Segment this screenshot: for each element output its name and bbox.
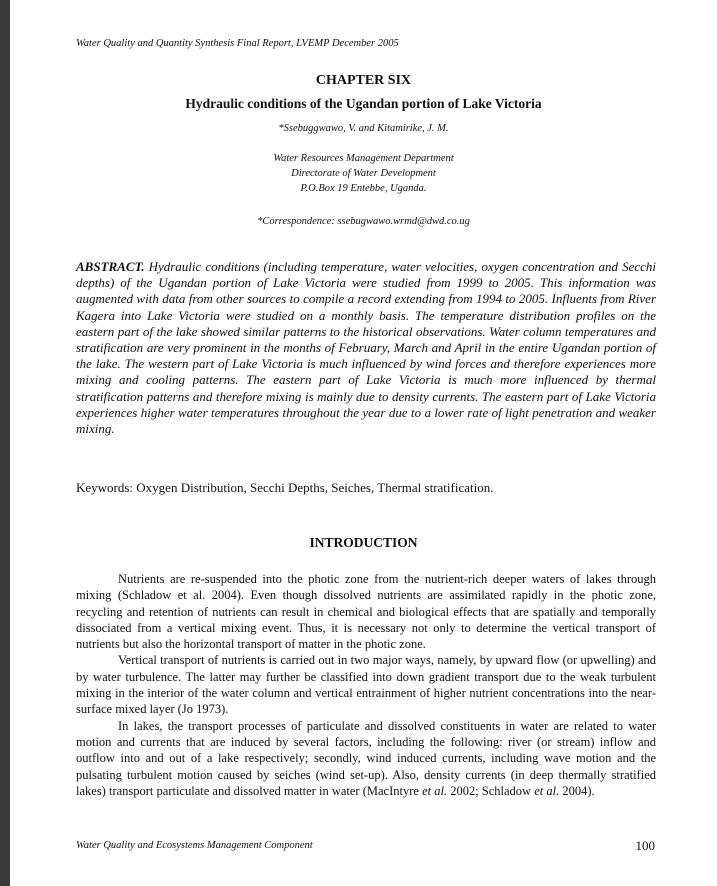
- introduction-body: [76, 571, 656, 799]
- running-footer: Water Quality and Ecosystems Management Component: [76, 840, 313, 851]
- document-page: [10, 0, 717, 886]
- et-al-2: et al.: [534, 783, 560, 798]
- abstract-text: Hydraulic conditions (including temperature, water velocities, oxygen concentration and Secchi depths) of the Ugandan portion of Lake Victoria were studied from 1999 to 2005. This information was augmented with data from other sources to compile a record extending from 1994 to 2005. Influents from River Kagera into Lake Victoria were studied on a monthly basis. The temperature distribution profiles on the eastern part of the lake showed similar patterns to the historical observations. Water column temperatures and stratification are very prominent in the months of February, March and April in the entire Ugandan portion of the lake. The western part of Lake Victoria is much influenced by wind forces and therefore experiences more mixing and cooling patterns. The eastern part of Lake Victoria is much more influenced by thermal stratification patterns and therefore mixing is mainly due to density currents. The eastern part of Lake Victoria experiences higher water temperatures throughout the year due to a lower rate of light penetration and weaker mixing.: [76, 259, 656, 437]
- paragraph-3: [76, 718, 656, 799]
- paragraph-1: Nutrients are re-suspended into the photic zone from the nutrient-rich deeper waters of lakes through mixing (Schladow et al. 2004). Even though dissolved nutrients are assimilated rapidly in the photic zone, recycling and retention of nutrients can result in chemical and biological effects that are spatially and temporally dissociated from a vertical mixing event. Thus, it is necessary not only to determine the vertical transport of nutrients but also the horizontal transport of matter in the photic zone.: [76, 572, 656, 652]
- keywords: Keywords: Oxygen Distribution, Secchi Depths, Seiches, Thermal stratification.: [76, 480, 494, 495]
- chapter-title: Hydraulic conditions of the Ugandan portion of Lake Victoria: [185, 96, 542, 111]
- correspondence: *Correspondence: ssebugwawo.wrmd@dwd.co.ug: [257, 216, 470, 227]
- paragraph-3-text-a: In lakes, the transport processes of particulate and dissolved constituents in water are related to water motion and currents that are induced by several factors, including the following: river (or stream) inflow and outflow into and out of a lake respectively; secondly, wind induced currents, including wave motion and the pulsating turbulent motion caused by seiches (wind set-up). Also, density currents (in deep thermally stratified lakes) transport particulate and dissolved matter in water (MacIntyre: [76, 718, 656, 798]
- page-number: 100: [635, 838, 655, 853]
- affiliation-line-2: Directorate of Water Development: [291, 168, 436, 179]
- abstract-label: ABSTRACT.: [76, 259, 145, 274]
- paragraph-3-text-b: 2002; Schladow: [447, 783, 535, 798]
- paragraph-3-text-c: 2004).: [559, 783, 595, 798]
- authors: *Ssebuggwawo, V. and Kitamirike, J. M.: [278, 123, 449, 134]
- chapter-label: CHAPTER SIX: [315, 73, 412, 88]
- introduction-heading: INTRODUCTION: [309, 535, 418, 550]
- affiliation-line-3: P.O.Box 19 Entebbe, Uganda.: [300, 183, 427, 194]
- paragraph-2: Vertical transport of nutrients is carried out in two major ways, namely, by upward flow (or upwelling) and by water turbulence. The latter may further be classified into down gradient transport due to the weak turbulent mixing in the interior of the water column and vertical entrainment of higher nutrient concentrations into the near-surface mixed layer (Jo 1973).: [76, 653, 656, 717]
- affiliation-line-1: Water Resources Management Department: [273, 153, 454, 164]
- running-header: Water Quality and Quantity Synthesis Final Report, LVEMP December 2005: [76, 38, 399, 49]
- abstract: [76, 259, 656, 437]
- et-al-1: et al.: [422, 783, 448, 798]
